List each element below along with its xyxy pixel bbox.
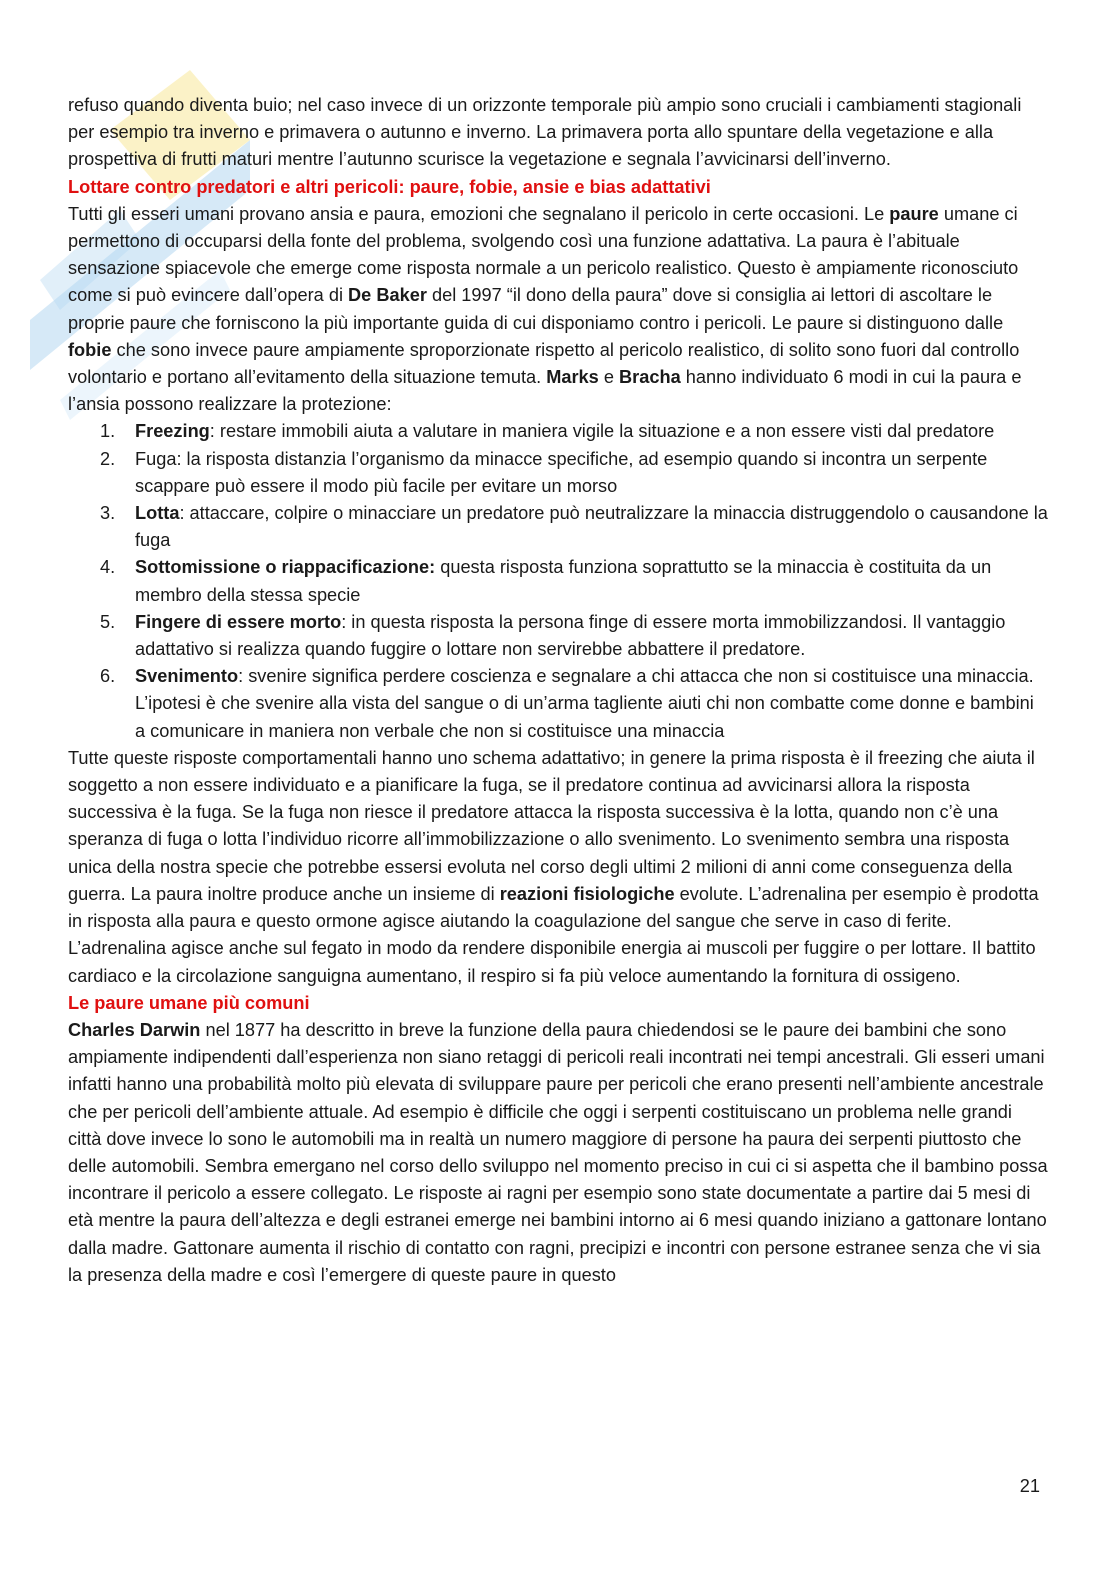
paragraph-fears: Tutti gli esseri umani provano ansia e paura, emozioni che segnalano il pericolo in certe occasioni. Le paure umane ci permettono di occuparsi della fonte del problema, svolgendo così una funzione adattativa. La paura è l’abituale sensazione spiacevole che emerge come risposta normale a un pericolo realistico. Questo è ampiamente riconosciuto come si può evincere dall’opera di De Baker del 1997 “il dono della paura” dove si consiglia ai lettori di ascoltare le proprie paure che forniscono la più importante guida di cui disponiamo contro i pericoli. Le paure si distinguono dalle fobie che sono invece paure ampiamente sproporzionate rispetto al pericolo realistico, di solito sono fuori dal controllo volontario e portano all’evitamento della situazione temuta. Marks e Bracha hanno individuato 6 modi in cui la paura e l’ansia possono realizzare la protezione: <box>68 203 1022 415</box>
document-page <box>68 92 1048 1289</box>
list-item: 6. Svenimento: svenire significa perdere coscienza e segnalare a chi attacca che non si costituisce una minaccia. L’ipotesi è che svenire alla vista del sangue o di un’arma tagliente aiuti chi non combatte come donne e bambini a comunicare in maniera non verbale che non si costituisce una minaccia <box>100 666 1034 741</box>
list-item: 4. Sottomissione o riappacificazione: questa risposta funziona soprattutto se la minaccia è costituita da un membro della stessa specie <box>100 557 992 605</box>
protection-modes-list <box>68 418 1048 744</box>
list-item: 3. Lotta: attaccare, colpire o minacciare un predatore può neutralizzare la minaccia distruggendolo o causandone la fuga <box>100 503 1048 551</box>
paragraph-adaptive-scheme: Tutte queste risposte comportamentali hanno uno schema adattativo; in genere la prima risposta è il freezing che aiuta il soggetto a non essere individuato e a pianificare la fuga, se il predatore continua ad avvicinarsi allora la risposta successiva è la fuga. Se la fuga non riesce il predatore attacca la risposta successiva è la lotta, quando non c’è una speranza di fuga o lotta l’individuo ricorre all’immobilizzazione o allo svenimento. Lo svenimento sembra una risposta unica della nostra specie che potrebbe essersi evoluta nel corso degli ultimi 2 milioni di anni come conseguenza della guerra. La paura inoltre produce anche un insieme di reazioni fisiologiche evolute. L’adrenalina per esempio è prodotta in risposta alla paura e questo ormone agisce aiutando la coagulazione del sangue che serve in caso di ferite. L’adrenalina agisce anche sul fegato in modo da rendere disponibile energia ai muscoli per fuggire o per lottare. Il battito cardiaco e la circolazione sanguigna aumentano, il respiro si fa più veloce aumentando la fornitura di ossigeno. <box>68 747 1039 986</box>
list-item: 2. Fuga: la risposta distanzia l’organismo da minacce specifiche, ad esempio quando si incontra un serpente scappare può essere il modo più facile per evitare un morso <box>100 448 988 496</box>
paragraph-darwin: Charles Darwin nel 1877 ha descritto in breve la funzione della paura chiedendosi se le paure dei bambini che sono ampiamente indipendenti dall’esperienza non siano retaggi di pericoli reali incontrati nei tempi ancestrali. Gli esseri umani infatti hanno una probabilità molto più elevata di sviluppare paure per pericoli che erano presenti nell’ambiente ancestrale che per pericoli dell’ambiente attuale. Ad esempio è difficile che oggi i serpenti costituiscano un problema nelle grandi città dove invece lo sono le automobili ma in realtà un numero maggiore di persone ha paura dei serpenti piuttosto che delle automobili. Sembra emergano nel corso dello sviluppo nel momento preciso in cui ci si aspetta che il bambino possa incontrare il pericolo a essere collegato. Le risposte ai ragni per esempio sono state documentate a partire dai 5 mesi di età mentre la paura dell’altezza e degli estranei emerge nei bambini intorno ai 6 mesi quando iniziano a gattonare lontano dalla madre. Gattonare aumenta il rischio di contatto con ragni, precipizi e incontri con persone estranee senza che vi sia la presenza della madre e così l’emergere di queste paure in questo <box>68 1019 1048 1285</box>
list-item: 1. Freezing: restare immobili aiuta a valutare in maniera vigile la situazione e a non essere visti dal predatore <box>100 421 995 442</box>
section-heading-predators: Lottare contro predatori e altri pericoli: paure, fobie, ansie e bias adattativi <box>68 176 711 197</box>
list-item: 5. Fingere di essere morto: in questa risposta la persona finge di essere morta immobilizzandosi. Il vantaggio adattativo si realizza quando fuggire o lottare non servirebbe abbattere il predatore. <box>100 611 1006 660</box>
section-heading-common-fears: Le paure umane più comuni <box>68 992 310 1013</box>
page-number: 21 <box>1019 1476 1040 1496</box>
intro-paragraph: refuso quando diventa buio; nel caso invece di un orizzonte temporale più ampio sono cruciali i cambiamenti stagionali per esempio tra inverno e primavera o autunno e inverno. La primavera porta allo spuntare della vegetazione e alla prospettiva di frutti maturi mentre l’autunno scurisce la vegetazione e segnala l’avvicinarsi dell’inverno. <box>68 95 1022 170</box>
